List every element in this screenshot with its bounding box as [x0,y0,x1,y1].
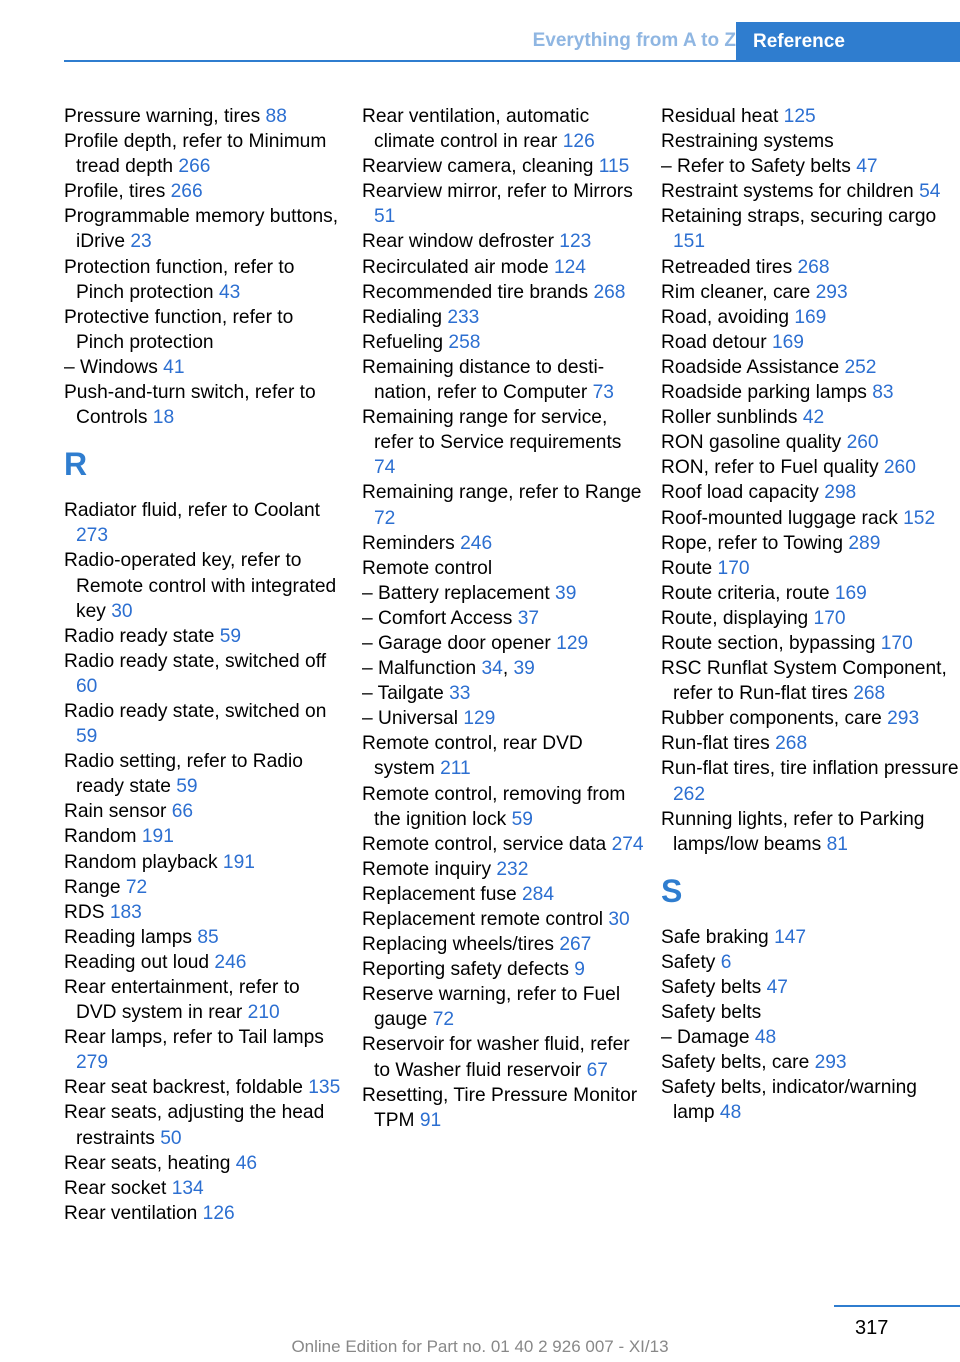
page-link[interactable]: 42 [802,407,825,429]
index-entry [362,957,647,982]
entry-text: Remote control, rear DVD system [362,733,583,780]
page-link[interactable]: 268 [775,733,808,755]
index-entry [362,531,647,556]
entry-text: Roller sunblinds [661,407,803,429]
page-link[interactable]: 126 [202,1202,235,1224]
entry-text: Reservoir for washer fluid, refer to Washer fluid reservoir [362,1034,630,1081]
index-entry [661,355,960,380]
page-link[interactable]: 260 [883,457,916,479]
index-entry [362,305,647,330]
entry-text: – Damage [661,1027,755,1049]
entry-text: Random playback [64,851,223,873]
page-link[interactable]: 169 [794,306,827,328]
entry-text: Radio ready state, switched on [64,700,327,722]
index-entry [362,731,647,781]
page-link[interactable]: 46 [235,1152,258,1174]
entry-text: Running lights, refer to Parking lamps/low beams [661,808,925,855]
entry-text: Remaining range, refer to Range [362,482,642,504]
index-entry [362,280,647,305]
entry-text: Safe braking [661,926,775,948]
index-entry [64,179,344,204]
entry-text: – Garage door opener [362,632,557,654]
entry-text: Reserve warning, refer to Fuel gauge [362,984,621,1031]
entry-text: Roadside parking lamps [661,382,873,404]
page-link[interactable]: 74 [374,457,396,479]
page-number: 317 [855,1317,889,1339]
index-entry [362,179,647,229]
index-entry [64,548,344,623]
entry-text: RSC Runflat System Component, refer to Run-flat tires [661,658,947,705]
page-link[interactable]: 273 [76,525,109,547]
index-entry [362,355,647,405]
entry-text: Road, avoiding [661,306,795,328]
index-entry [661,430,960,455]
entry-text: Pressure warning, tires [64,106,266,127]
entry-text: Remaining distance to destination, refer to Computer [362,356,605,404]
index-column-2 [362,104,647,1133]
entry-text: – Comfort Access [362,607,518,629]
page-link[interactable]: 152 [903,507,936,529]
page-link[interactable]: 129 [463,708,496,730]
index-entry [661,731,960,756]
edition-footer: Online Edition for Part no. 01 40 2 926 007 - XI/13 [291,1337,669,1356]
index-entry [661,656,960,706]
page-link[interactable]: 48 [754,1027,777,1049]
header-rule [64,60,960,62]
index-entry [64,104,344,129]
index-entry [661,807,960,857]
page-link[interactable]: 59 [511,808,533,830]
entry-text: Profile depth, refer to Minimum tread depth [64,131,327,178]
index-subentry [362,606,647,631]
index-entry [362,857,647,882]
entry-text: – Universal [362,708,464,730]
index-entry [362,932,647,957]
page-link[interactable]: 268 [853,683,886,705]
index-column-1 [64,104,344,1226]
index-entry [362,405,647,480]
index-entry [661,480,960,505]
entry-text: Run-flat tires [661,733,776,755]
page-link[interactable]: 123 [559,231,592,253]
entry-text: Random [64,826,142,848]
index-column-3 [661,104,960,1126]
entry-text: Restraint systems for children [661,181,920,203]
page-link[interactable]: 59 [219,625,242,647]
page-link[interactable]: 125 [783,106,816,127]
index-entry [661,104,960,129]
page-link[interactable]: 115 [598,156,630,178]
page-link[interactable]: 9 [574,959,585,981]
page-link[interactable]: 279 [76,1052,109,1074]
page-link[interactable]: 47 [766,977,788,998]
entry-text: Push-and-turn switch, refer to Controls [64,382,316,429]
entry-text: Rear window defroster [362,231,560,253]
index-entry [362,229,647,254]
entry-text: Radio ready state [64,625,220,647]
index-entry [64,624,344,649]
index-letter-heading: R [64,446,88,483]
index-entry [362,556,647,581]
entry-text: Rear entertainment, refer to DVD system in rear [64,977,300,1024]
page-link[interactable]: 126 [562,131,595,153]
page-link[interactable]: 67 [586,1059,608,1081]
entry-text: Rear seats, adjusting the head restraints [64,1102,325,1149]
section-title: Everything from A to Z [532,30,736,51]
entry-text: Route, displaying [661,607,814,629]
index-entry [64,925,344,950]
entry-text: RON, refer to Fuel quality [661,457,884,479]
page-link[interactable]: 37 [517,607,540,629]
page-link[interactable]: 266 [170,181,203,203]
page-link[interactable]: 169 [834,582,867,604]
page-link[interactable]: 170 [813,607,846,629]
page-link[interactable]: 43 [218,281,241,303]
entry-text: Route criteria, route [661,582,835,604]
index-entry [64,975,344,1025]
index-entry [64,129,344,179]
page-link[interactable]: 134 [171,1177,204,1199]
page-link[interactable]: 211 [440,758,471,780]
page-link[interactable]: 39 [555,582,577,604]
page-link[interactable]: 266 [178,156,211,178]
page-link[interactable]: 59 [176,776,198,798]
index-entry [661,280,960,305]
page-link[interactable]: 81 [826,833,848,855]
index-entry [362,154,647,179]
index-entry [362,982,647,1032]
index-entry [661,455,960,480]
index-entry [64,699,344,749]
page-link[interactable]: 233 [447,306,480,328]
index-entry [64,1100,344,1150]
index-entry [64,204,344,254]
index-entry [661,305,960,330]
index-entry [661,380,960,405]
page-link[interactable]: 34 [481,658,503,680]
index-entry [64,875,344,900]
entry-text: Radio ready state, switched off [64,650,327,672]
entry-text: Rim cleaner, care [661,281,816,303]
entry-text: Rope, refer to Towing [661,532,849,554]
entry-text: Roof load capacity [661,482,825,504]
index-entry [661,204,960,254]
entry-text: Remote control, removing from the ignition lock [362,783,626,830]
entry-text: Radio-operated key, refer to Remote control with integrated key [64,550,337,622]
entry-text: Run-flat tires, tire inflation pressure [661,758,959,780]
index-entry [64,1151,344,1176]
entry-text: Remaining range for service, refer to Service requirements [362,407,622,454]
entry-text: Retaining straps, securing cargo [661,206,937,228]
entry-text: Safety belts [661,1002,762,1024]
entry-text: Profile, tires [64,181,171,203]
entry-text: Rearview camera, cleaning [362,156,599,178]
index-entry [661,950,960,975]
entry-text: – Tailgate [362,683,450,705]
page-link[interactable]: 258 [448,331,481,353]
index-entry [362,882,647,907]
page-link[interactable]: 170 [717,557,750,579]
entry-text: – Malfunction [362,658,482,680]
entry-text: Safety [661,951,721,973]
index-entry [64,1201,344,1226]
index-entry [661,129,960,154]
index-entry [362,330,647,355]
reference-tab[interactable]: Reference [736,22,960,62]
index-entry [661,706,960,731]
index-subentry [362,706,647,731]
page-link[interactable]: 293 [887,708,920,730]
entry-text: Rubber components, care [661,708,888,730]
page-link[interactable]: 262 [673,783,706,805]
entry-text: Reading lamps [64,926,198,948]
page-link[interactable]: 191 [141,826,174,848]
index-subentry: – Malfunction 34, 39 [362,658,535,680]
index-entry [64,850,344,875]
page-link[interactable]: 73 [592,382,614,404]
page-link[interactable]: 72 [125,876,148,898]
page-link[interactable]: 47 [856,156,878,178]
entry-text: – Refer to Safety belts [661,156,857,178]
page-link[interactable]: 41 [163,356,185,378]
index-entry [661,925,960,950]
entry-text: Remote control [362,557,493,579]
page-link[interactable]: 252 [844,356,877,378]
index-subentry [362,631,647,656]
page-link[interactable]: 39 [513,658,535,680]
page-link[interactable]: 274 [611,833,644,855]
index-entry [362,104,647,154]
index-entry [64,1075,344,1100]
page-link[interactable]: 88 [265,106,287,127]
entry-text: Safety belts, care [661,1052,815,1074]
entry-text: Recirculated air mode [362,256,554,278]
page-link[interactable]: 268 [797,256,830,278]
page-link[interactable]: 48 [719,1102,742,1124]
page-link[interactable]: 83 [872,382,894,404]
page-link[interactable]: 284 [521,883,554,905]
entry-text: Rear ventilation [64,1202,203,1224]
page-link[interactable]: 124 [553,256,586,278]
page-link[interactable]: 51 [374,206,396,228]
entry-text: Replacing wheels/tires [362,934,560,956]
index-entry [64,824,344,849]
index-entry [661,756,960,806]
entry-text: Route [661,557,718,579]
page-link[interactable]: 18 [152,407,175,429]
page-link[interactable]: 72 [374,507,396,529]
entry-text: Reporting safety defects [362,959,575,981]
entry-text: Roof-mounted luggage rack [661,507,904,529]
page-link[interactable]: 59 [76,726,98,748]
page-link[interactable]: 66 [171,801,194,823]
entry-text: Replacement fuse [362,883,522,905]
page-link[interactable]: 183 [109,901,142,923]
entry-text: Redialing [362,306,448,328]
entry-text: Protective function, refer to Pinch protection [64,306,294,353]
entry-text: Rearview mirror, refer to Mirrors [362,181,633,203]
entry-text: Reminders [362,532,461,554]
index-subentry [64,355,344,380]
index-entry [64,498,344,548]
page-link[interactable]: 191 [222,851,255,873]
page-link[interactable]: 169 [771,331,804,353]
page-link[interactable]: 129 [556,632,589,654]
index-entry [64,900,344,925]
index-entry [64,305,344,355]
entry-text: Roadside Assistance [661,356,845,378]
entry-text: Retreaded tires [661,256,798,278]
entry-text: Residual heat [661,106,784,127]
entry-text: Rear seats, heating [64,1152,236,1174]
entry-text: Restraining systems [661,131,834,153]
page-link[interactable]: 210 [247,1002,280,1024]
entry-text: Recommended tire brands [362,281,594,303]
index-entry [661,531,960,556]
footer-rule [834,1305,960,1307]
entry-text: Replacement remote control [362,909,609,930]
index-entry [362,255,647,280]
page-link[interactable]: 246 [460,532,493,554]
index-entry [661,606,960,631]
index-entry [362,1083,647,1133]
entry-text: Rear socket [64,1177,172,1199]
index-entry [661,179,960,204]
page-link[interactable]: 60 [76,675,98,697]
index-subentry [362,581,647,606]
entry-text: – Windows [64,356,164,378]
page-link[interactable]: 91 [419,1109,442,1131]
page-link[interactable]: 33 [449,683,471,705]
page-link[interactable]: 151 [673,231,706,253]
index-entry [64,950,344,975]
index-entry [362,1032,647,1082]
page-link[interactable]: 260 [846,432,879,454]
index-entry [661,631,960,656]
entry-text: Remote control, service data [362,833,612,855]
index-subentry [661,1025,960,1050]
entry-text: Range [64,876,126,898]
index-subentry [362,681,647,706]
page-link[interactable]: 267 [559,934,592,956]
page-link[interactable]: 298 [824,482,857,504]
index-entry [64,380,344,430]
entry-text: Rear ventilation, automatic climate control in rear [362,106,590,153]
entry-text: Refueling [362,331,449,353]
page-header [0,0,960,62]
index-letter-heading: S [661,872,683,909]
index-entry [661,1000,960,1025]
index-entry [64,649,344,699]
page-link[interactable]: 30 [608,909,630,930]
index-entry [661,1050,960,1075]
entry-text: Rear seat backrest, foldable [64,1077,309,1099]
index-entry [661,405,960,430]
index-entry [362,907,647,932]
page-link[interactable]: 6 [720,951,732,973]
index-entry [661,255,960,280]
entry-text: RON gasoline quality [661,432,847,454]
index-entry [661,581,960,606]
page-link[interactable]: 170 [880,632,913,654]
index-subentry [661,154,960,179]
entry-text: Safety belts [661,977,767,998]
entry-text: Route section, bypassing [661,632,881,654]
entry-text: Road detour [661,331,772,353]
entry-text: Resetting, Tire Pressure Monitor TPM [362,1084,638,1131]
index-entry [64,1025,344,1075]
page-link[interactable]: 85 [197,926,219,948]
index-entry [661,330,960,355]
page-link[interactable]: 135 [308,1077,341,1099]
index-entry [362,480,647,530]
index-entry [661,506,960,531]
entry-text: Programmable memory buttons, iDrive [64,206,339,253]
page-link[interactable]: 23 [130,231,152,253]
entry-text: Rain sensor [64,801,172,823]
page-link[interactable]: 72 [432,1009,455,1031]
page-link[interactable]: 293 [815,281,848,303]
entry-text: Remote inquiry [362,858,497,880]
page-link[interactable]: 293 [814,1052,847,1074]
page-link[interactable]: 50 [160,1127,182,1149]
index-entry [661,975,960,1000]
index-entry [661,556,960,581]
entry-text: – Battery replacement [362,582,556,604]
entry-text: Rear lamps, refer to Tail lamps [64,1027,324,1049]
entry-text: Safety belts, indicator/warning lamp [661,1077,917,1124]
entry-text: Protection function, refer to Pinch protection [64,256,295,303]
index-entry [64,255,344,305]
index-entry [362,832,647,857]
index-entry [661,1075,960,1125]
page-link[interactable]: 232 [496,858,529,880]
page-link[interactable]: 54 [919,181,941,203]
entry-text: Radiator fluid, refer to Coolant [64,500,320,522]
page-link[interactable]: 246 [214,951,247,973]
page-link[interactable]: 30 [111,600,133,622]
entry-text: Reading out loud [64,951,215,973]
page-link[interactable]: 268 [593,281,626,303]
entry-text: RDS [64,901,110,923]
index-entry [64,749,344,799]
index-entry [362,782,647,832]
page-link[interactable]: 147 [774,926,807,948]
entry-text: Radio setting, refer to Radio ready state [64,751,303,798]
index-entry [64,1176,344,1201]
index-entry [64,799,344,824]
page-link[interactable]: 289 [848,532,881,554]
